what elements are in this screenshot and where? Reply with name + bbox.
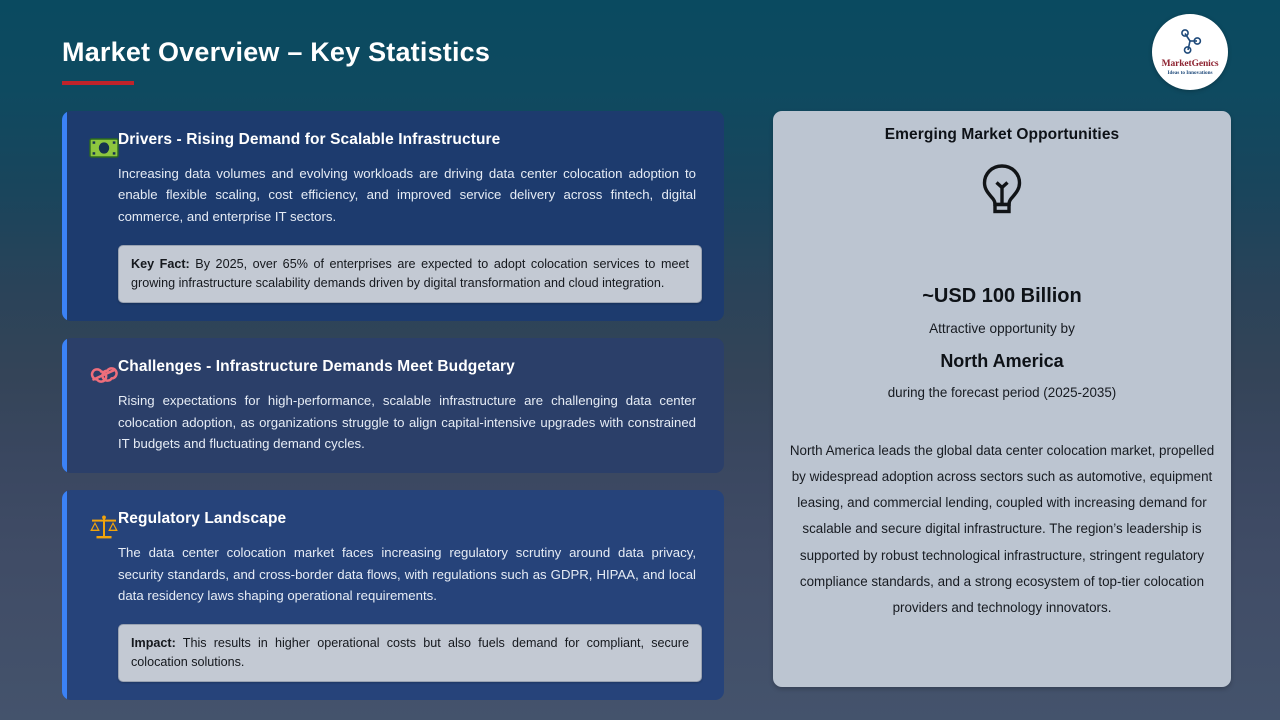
callout-text: This results in higher operational costs but also fuels demand for compliant, secure colocation solutions.: [131, 636, 689, 670]
leading-region: North America: [940, 351, 1064, 371]
opportunity-subtitle: Attractive opportunity by: [929, 321, 1075, 336]
left-column: [62, 111, 724, 717]
logo-name: MarketGenics: [1161, 58, 1219, 69]
card-title: Regulatory Landscape: [118, 510, 287, 528]
card-title: Drivers - Rising Demand for Scalable Infrastructure: [118, 131, 501, 148]
card-body: Increasing data volumes and evolving workloads are driving data center colocation adoption to enable flexible scaling, cost efficiency, and improved service delivery across fintech, digital commerce, and enterprise IT sectors.: [118, 165, 696, 225]
logo-tagline: Ideas to Innovations: [1167, 69, 1213, 76]
page-title: Market Overview – Key Statistics: [62, 37, 491, 67]
brand-logo: [1152, 14, 1228, 90]
title-underline: [62, 81, 134, 85]
panel-description: North America leads the global data center colocation market, propelled by widespread adoption across sectors such as automotive, equipment leasing, and commercial lending, coupled with increasing demand for scalable and secure digital infrastructure. The region’s leadership is supported by robust technological infrastructure, stringent regulatory compliance standards, and a strong ecosystem of top-tier colocation providers and technology innovators.: [789, 443, 1215, 615]
emerging-opportunities-panel: [773, 111, 1231, 687]
callout-text: By 2025, over 65% of enterprises are expected to adopt colocation services to meet growing infrastructure scalability demands driven by digital transformation and cloud integration.: [131, 256, 689, 291]
card-challenges: [62, 338, 724, 473]
card-callout: [118, 245, 702, 303]
card-callout: [118, 624, 702, 682]
card-body: Rising expectations for high-performance, scalable infrastructure are challenging data center colocation adoption, as organizations struggle to align capital-intensive upgrades with constrained IT budgets and fluctuating demand cycles.: [118, 392, 696, 452]
card-regulatory: [62, 490, 724, 700]
network-nodes-icon: [1176, 28, 1204, 59]
balance-scales-icon: [88, 511, 120, 543]
broken-link-icon: [88, 359, 120, 391]
lightbulb-icon: [976, 162, 1028, 218]
market-value: ~USD 100 Billion: [922, 285, 1082, 307]
card-body: The data center colocation market faces increasing regulatory scrutiny around data privacy, security standards, and cross-border data flows, with regulations such as GDPR, HIPAA, and local data residency laws shaping operational requirements.: [118, 544, 696, 604]
forecast-period: during the forecast period (2025-2035): [887, 385, 1117, 400]
panel-title: Emerging Market Opportunities: [884, 126, 1120, 143]
page-header: [62, 38, 962, 85]
card-title: Challenges - Infrastructure Demands Meet Budgetary: [118, 358, 515, 376]
callout-label: Key Fact:: [131, 256, 190, 271]
card-drivers: [62, 111, 724, 321]
money-banknote-icon: [88, 132, 120, 164]
callout-label: Impact:: [131, 636, 176, 651]
